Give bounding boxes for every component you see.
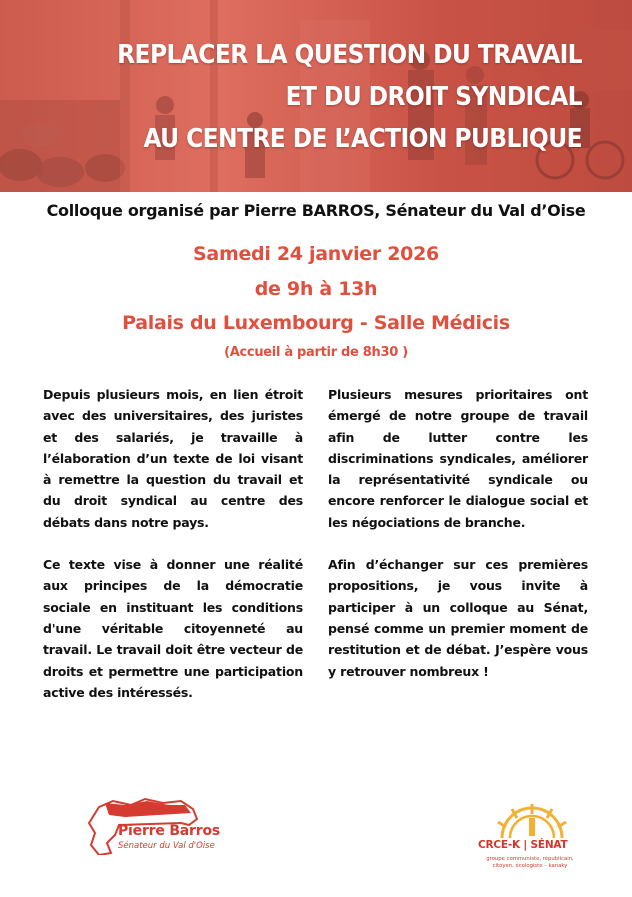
crce-logo-name: CRCE-K | SÉNAT bbox=[478, 839, 568, 851]
pierre-barros-logo-subtitle: Sénateur du Val d'Oise bbox=[118, 841, 215, 851]
body-paragraph: Ce texte vise à donner une réalité aux principes de la démocratie sociale en instituant les conditions d'une véritable citoyenneté au travail. Le travail doit être vecteur de droits et permettre une participation active des intéressés. bbox=[43, 557, 303, 700]
event-date: Samedi 24 janvier 2026 bbox=[193, 243, 439, 265]
title-line-1: REPLACER LA QUESTION DU TRAVAIL bbox=[117, 40, 582, 70]
event-hours: de 9h à 13h bbox=[254, 278, 378, 300]
event-venue: Palais du Luxembourg - Salle Médicis bbox=[122, 312, 510, 334]
pierre-barros-logo-name: Pierre Barros bbox=[118, 823, 221, 839]
body-paragraph: Afin d’échanger sur ces premières propositions, je vous invite à participer à un colloque au Sénat, pensé comme un premier moment de restitution et de débat. J’espère vous y retrouver nombreux ! bbox=[328, 557, 588, 679]
page-title bbox=[22, 34, 582, 160]
title-line-2: ET DU DROIT SYNDICAL bbox=[285, 82, 582, 112]
body-paragraph: Plusieurs mesures prioritaires ont émergé de notre groupe de travail afin de lutter contre les discriminations syndicales, améliorer la représentativité syndicale ou encore renforcer le dialogue social et les négociations de branche. bbox=[328, 387, 588, 530]
title-line-3: AU CENTRE DE L’ACTION PUBLIQUE bbox=[143, 124, 582, 154]
body-paragraph: Depuis plusieurs mois, en lien étroit avec des universitaires, des juristes et des salariés, je travaille à l’élaboration d’un texte de loi visant à remettre la question du travail et du droit syndical au centre des débats dans notre pays. bbox=[43, 387, 303, 530]
organizer-line: Colloque organisé par Pierre BARROS, Sénateur du Val d’Oise bbox=[46, 201, 586, 220]
header-banner bbox=[0, 0, 632, 192]
body-column-left bbox=[43, 384, 303, 724]
body-column-right bbox=[328, 384, 588, 703]
event-welcome: (Accueil à partir de 8h30 ) bbox=[224, 345, 408, 360]
crce-logo-tagline: groupe communiste, républicain, citoyen, écologiste – kanaky bbox=[486, 856, 574, 869]
